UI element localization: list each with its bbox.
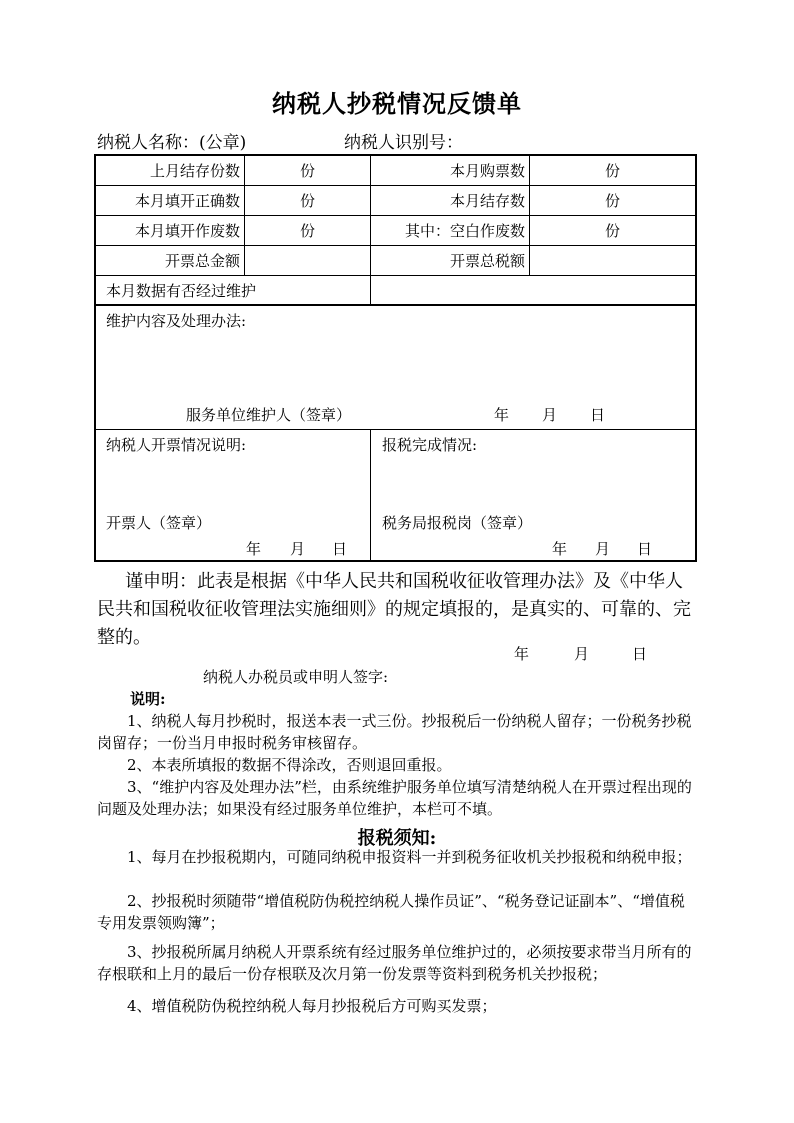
service-signer-label: 服务单位维护人（签章） xyxy=(186,406,352,424)
invoice-signer-label: 开票人（签章） xyxy=(106,514,212,532)
notice-item-text: 3、抄报税所属月纳税人开票系统有经过服务单位维护过的，必须按要求带当月所有的存根联和上月的最后一份存根联及次月第一份发票等资料到税务机关抄报税； xyxy=(97,943,692,983)
blank-voided-label: 其中：空白作废数 xyxy=(404,222,525,240)
decl-date-day: 日 xyxy=(632,645,648,663)
taxpayer-id-label: 纳税人识别号： xyxy=(344,133,463,153)
declaration-signer-label: 纳税人办税员或申明人签字: xyxy=(203,668,389,686)
month-balance-label: 本月结存数 xyxy=(449,192,525,210)
total-amount-label: 开票总金额 xyxy=(164,252,240,270)
declaration-text xyxy=(97,568,697,652)
report-status-label: 报税完成情况: xyxy=(382,436,478,454)
date-month: 月 xyxy=(542,406,558,424)
notice-item xyxy=(97,890,697,934)
feedback-form-table xyxy=(94,154,697,562)
tax-bureau-signer-label: 税务局报税岗（签章） xyxy=(382,514,533,532)
date-day: 日 xyxy=(590,406,606,424)
date-day: 日 xyxy=(332,540,348,558)
note-item-text: 1、纳税人每月抄税时，报送本表一式三份。抄报税后一份纳税人留存；一份税务抄税岗留存；一份当月申报时税务审核留存。 xyxy=(97,712,692,752)
unit-copies: 份 xyxy=(299,192,315,210)
col-divider xyxy=(370,429,371,560)
month-purchase-label: 本月购票数 xyxy=(449,162,525,180)
tax-notice-title: 报税须知: xyxy=(357,828,437,849)
invoice-description-label: 纳税人开票情况说明: xyxy=(106,436,247,454)
note-item-text: 3、“维护内容及处理办法”栏，由系统维护服务单位填写清楚纳税人在开票过程出现的问题及处理办法；如果没有经过服务单位维护，本栏可不填。 xyxy=(97,778,692,818)
notice-item-text: 2、抄报税时须随带“增值税防伪税控纳税人操作员证”、“税务登记证副本”、“增值税专用发票领购簿”； xyxy=(97,892,685,932)
date-year: 年 xyxy=(552,540,568,558)
notice-item-text: 4、增值税防伪税控纳税人每月抄报税后方可购买发票； xyxy=(127,997,497,1015)
unit-copies: 份 xyxy=(299,222,315,240)
page-title: 纳税人抄税情况反馈单 xyxy=(272,90,522,118)
month-correct-issued-label: 本月填开正确数 xyxy=(134,192,240,210)
note-item xyxy=(97,710,697,754)
date-year: 年 xyxy=(494,406,510,424)
maintenance-question-label: 本月数据有否经过维护 xyxy=(106,282,257,300)
month-voided-label: 本月填开作废数 xyxy=(134,222,240,240)
last-month-balance-label: 上月结存份数 xyxy=(149,162,240,180)
unit-copies: 份 xyxy=(299,162,315,180)
note-item xyxy=(97,754,697,776)
notes-title: 说明: xyxy=(130,690,166,708)
unit-copies: 份 xyxy=(604,222,620,240)
taxpayer-name-label: 纳税人名称：(公章) xyxy=(97,133,247,153)
decl-date-year: 年 xyxy=(514,645,530,663)
note-item xyxy=(97,776,697,820)
date-month: 月 xyxy=(595,540,611,558)
declaration-body: 谨申明：此表是根据《中华人民共和国税收征收管理办法》及《中华人民共和国税收征收管理法实施细则》的规定填报的，是真实的、可靠的、完整的。 xyxy=(97,571,691,648)
unit-copies: 份 xyxy=(604,192,620,210)
notice-item xyxy=(97,846,697,868)
unit-copies: 份 xyxy=(604,162,620,180)
notice-item-text: 1、每月在抄报税期内，可随同纳税申报资料一并到税务征收机关抄报税和纳税申报； xyxy=(127,848,692,866)
date-year: 年 xyxy=(246,540,262,558)
total-tax-label: 开票总税额 xyxy=(449,252,525,270)
note-item-text: 2、本表所填报的数据不得涂改，否则退回重报。 xyxy=(127,756,452,774)
maintenance-content-label: 维护内容及处理办法: xyxy=(106,312,247,330)
date-day: 日 xyxy=(637,540,653,558)
notice-item xyxy=(97,995,697,1017)
notice-item xyxy=(97,941,697,985)
decl-date-month: 月 xyxy=(574,645,590,663)
date-month: 月 xyxy=(290,540,306,558)
